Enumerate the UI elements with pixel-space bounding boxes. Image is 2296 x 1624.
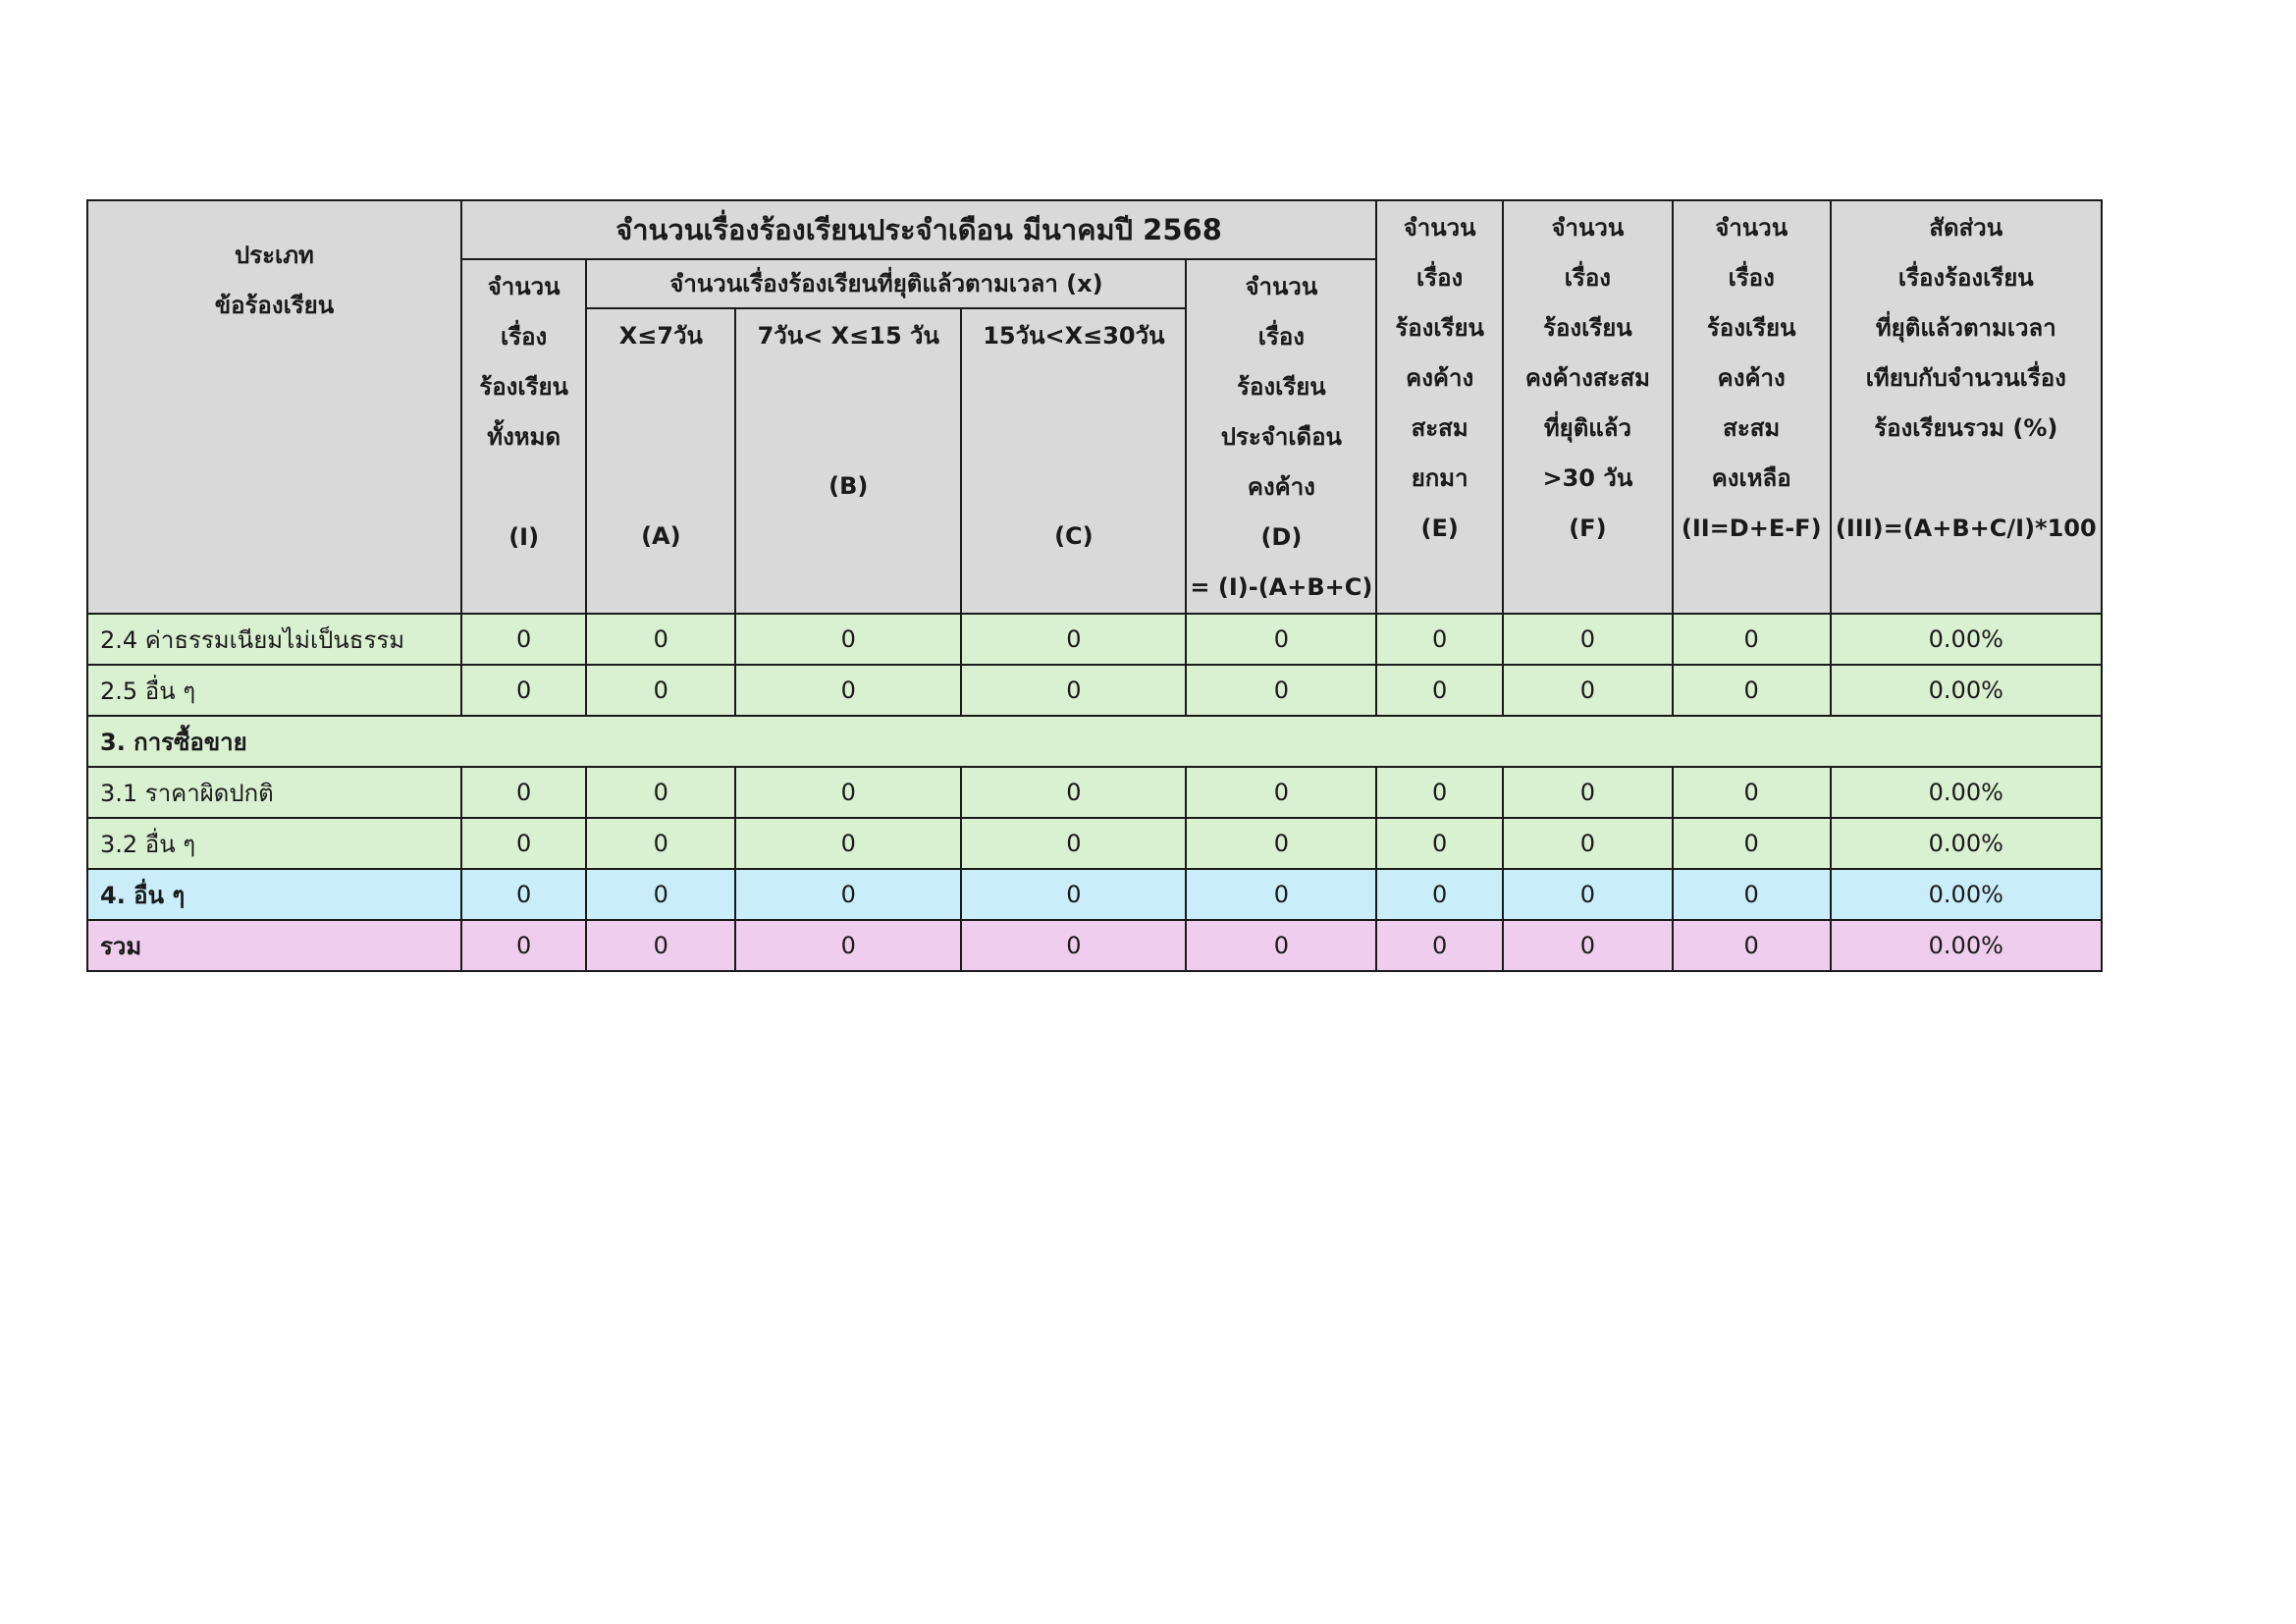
cell-c: 0 — [961, 818, 1186, 869]
header-line — [962, 411, 1185, 461]
cell-b: 0 — [735, 869, 961, 920]
header-line: (III)=(A+B+C/I)*100 — [1835, 514, 2097, 542]
header-line — [962, 361, 1185, 411]
header-resolved-over-30 — [1503, 200, 1673, 614]
cell-ratio: 0.00% — [1831, 920, 2102, 971]
header-line: = (I)-(A+B+C) — [1190, 573, 1373, 601]
header-line — [962, 461, 1185, 512]
cell-a: 0 — [586, 614, 735, 665]
header-line: 15วัน<X≤30วัน — [983, 322, 1165, 350]
cell-f: 0 — [1503, 614, 1673, 665]
report-title: จำนวนเรื่องร้องเรียนประจำเดือน มีนาคมปี 2568 — [461, 200, 1377, 259]
cell-remaining: 0 — [1673, 614, 1831, 665]
total-row — [87, 920, 2102, 971]
header-line: ประจำเดือน — [1220, 423, 1342, 451]
header-line: ร้องเรียน — [479, 373, 568, 401]
header-line: ที่ยุติแล้วตามเวลา — [1875, 314, 2056, 342]
header-line: 7วัน< X≤15 วัน — [757, 322, 939, 350]
cell-ratio: 0.00% — [1831, 818, 2102, 869]
row-label: 3.2 อื่น ๆ — [87, 818, 461, 869]
complaint-report-sheet — [86, 199, 2103, 985]
header-line: คงค้างสะสม — [1524, 364, 1650, 392]
cell-ratio: 0.00% — [1831, 665, 2102, 716]
row-label: 2.4 ค่าธรรมเนียมไม่เป็นธรรม — [87, 614, 461, 665]
cell-e: 0 — [1376, 818, 1503, 869]
header-line: ร้องเรียน — [1543, 314, 1632, 342]
table-body — [87, 614, 2102, 971]
header-line: (I) — [508, 523, 540, 551]
cell-d: 0 — [1186, 869, 1376, 920]
header-line: (II=D+E-F) — [1681, 514, 1822, 542]
header-category — [87, 200, 461, 614]
header-resolved-7-to-15 — [735, 308, 961, 614]
header-line: X≤7วัน — [618, 322, 703, 350]
header-line: จำนวน — [1245, 273, 1318, 300]
header-remaining — [1673, 200, 1831, 614]
cell-a: 0 — [586, 665, 735, 716]
header-line: สะสม — [1411, 414, 1468, 442]
header-line: จำนวน — [1403, 214, 1476, 242]
header-line — [1832, 454, 2101, 504]
cell-remaining: 0 — [1673, 920, 1831, 971]
cell-remaining: 0 — [1673, 665, 1831, 716]
header-line: (E) — [1420, 514, 1459, 542]
header-line: ทั้งหมด — [487, 423, 561, 451]
header-line: >30 วัน — [1542, 464, 1633, 492]
header-line — [587, 461, 734, 512]
header-monthly-outstanding — [1186, 259, 1376, 614]
cell-f: 0 — [1503, 869, 1673, 920]
section-row — [87, 716, 2102, 767]
cell-e: 0 — [1376, 767, 1503, 818]
header-line: คงค้าง — [1406, 364, 1474, 392]
header-line: (B) — [828, 472, 869, 500]
cell-f: 0 — [1503, 665, 1673, 716]
cell-b: 0 — [735, 665, 961, 716]
header-resolved-group: จำนวนเรื่องร้องเรียนที่ยุติแล้วตามเวลา (x) — [586, 259, 1186, 308]
header-category-line: ข้อร้องเรียน — [214, 292, 335, 319]
cell-d: 0 — [1186, 818, 1376, 869]
section-label: 3. การซื้อขาย — [87, 716, 2102, 767]
header-line: ร้องเรียน — [1706, 314, 1796, 342]
header-line: จำนวน — [487, 273, 561, 300]
cell-a: 0 — [586, 818, 735, 869]
header-line: สะสม — [1723, 414, 1781, 442]
cell-c: 0 — [961, 869, 1186, 920]
header-resolved-ratio — [1831, 200, 2102, 614]
header-line: สัดส่วน — [1929, 214, 2003, 242]
table-row — [87, 665, 2102, 716]
table-row — [87, 869, 2102, 920]
cell-b: 0 — [735, 614, 961, 665]
header-line: เรื่อง — [1564, 264, 1611, 292]
header-line: (F) — [1569, 514, 1607, 542]
cell-f: 0 — [1503, 767, 1673, 818]
header-line: เทียบกับจำนวนเรื่อง — [1865, 364, 2066, 392]
header-line: เรื่องร้องเรียน — [1897, 264, 2034, 292]
cell-e: 0 — [1376, 869, 1503, 920]
header-line: ร้องเรียน — [1395, 314, 1484, 342]
header-line: เรื่อง — [1257, 323, 1305, 351]
cell-total: 0 — [461, 665, 587, 716]
header-line: เรื่อง — [1728, 264, 1775, 292]
cell-a: 0 — [586, 920, 735, 971]
complaint-report-table — [86, 199, 2103, 972]
cell-remaining: 0 — [1673, 767, 1831, 818]
cell-e: 0 — [1376, 665, 1503, 716]
header-line — [736, 512, 960, 562]
cell-f: 0 — [1503, 920, 1673, 971]
header-category-line: ประเภท — [234, 242, 314, 269]
cell-a: 0 — [586, 767, 735, 818]
cell-remaining: 0 — [1673, 818, 1831, 869]
header-line: เรื่อง — [501, 323, 548, 351]
header-line: ยกมา — [1411, 464, 1468, 492]
cell-total: 0 — [461, 767, 587, 818]
header-total-complaints — [461, 259, 587, 614]
cell-b: 0 — [735, 818, 961, 869]
row-label: รวม — [87, 920, 461, 971]
table-row — [87, 767, 2102, 818]
cell-ratio: 0.00% — [1831, 869, 2102, 920]
row-label: 4. อื่น ๆ — [87, 869, 461, 920]
header-line: ร้องเรียน — [1237, 373, 1326, 401]
cell-d: 0 — [1186, 767, 1376, 818]
cell-d: 0 — [1186, 665, 1376, 716]
header-line — [462, 462, 586, 513]
table-header — [87, 200, 2102, 614]
cell-total: 0 — [461, 920, 587, 971]
header-line — [587, 411, 734, 461]
header-resolved-within-7 — [586, 308, 735, 614]
cell-c: 0 — [961, 614, 1186, 665]
cell-ratio: 0.00% — [1831, 767, 2102, 818]
cell-e: 0 — [1376, 920, 1503, 971]
cell-b: 0 — [735, 920, 961, 971]
header-line: เรื่อง — [1416, 264, 1464, 292]
header-line — [587, 361, 734, 411]
header-resolved-15-to-30 — [961, 308, 1186, 614]
header-line: (A) — [641, 522, 681, 550]
cell-b: 0 — [735, 767, 961, 818]
header-line: คงเหลือ — [1711, 464, 1791, 492]
cell-c: 0 — [961, 920, 1186, 971]
table-row — [87, 818, 2102, 869]
header-line: จำนวน — [1715, 214, 1789, 242]
cell-total: 0 — [461, 614, 587, 665]
header-carried-forward — [1376, 200, 1503, 614]
cell-total: 0 — [461, 869, 587, 920]
header-line: ที่ยุติแล้ว — [1543, 414, 1631, 442]
cell-total: 0 — [461, 818, 587, 869]
header-line: (D) — [1260, 523, 1303, 551]
row-label: 3.1 ราคาผิดปกติ — [87, 767, 461, 818]
header-line: คงค้าง — [1247, 473, 1315, 501]
header-line: คงค้าง — [1717, 364, 1786, 392]
row-label: 2.5 อื่น ๆ — [87, 665, 461, 716]
header-line: ร้องเรียนรวม (%) — [1874, 414, 2058, 442]
header-line: (C) — [1054, 522, 1094, 550]
cell-d: 0 — [1186, 920, 1376, 971]
cell-f: 0 — [1503, 818, 1673, 869]
header-line — [736, 411, 960, 461]
header-line — [736, 361, 960, 411]
cell-c: 0 — [961, 767, 1186, 818]
cell-ratio: 0.00% — [1831, 614, 2102, 665]
cell-e: 0 — [1376, 614, 1503, 665]
cell-a: 0 — [586, 869, 735, 920]
cell-remaining: 0 — [1673, 869, 1831, 920]
cell-d: 0 — [1186, 614, 1376, 665]
table-row — [87, 614, 2102, 665]
cell-c: 0 — [961, 665, 1186, 716]
header-line: จำนวน — [1551, 214, 1625, 242]
